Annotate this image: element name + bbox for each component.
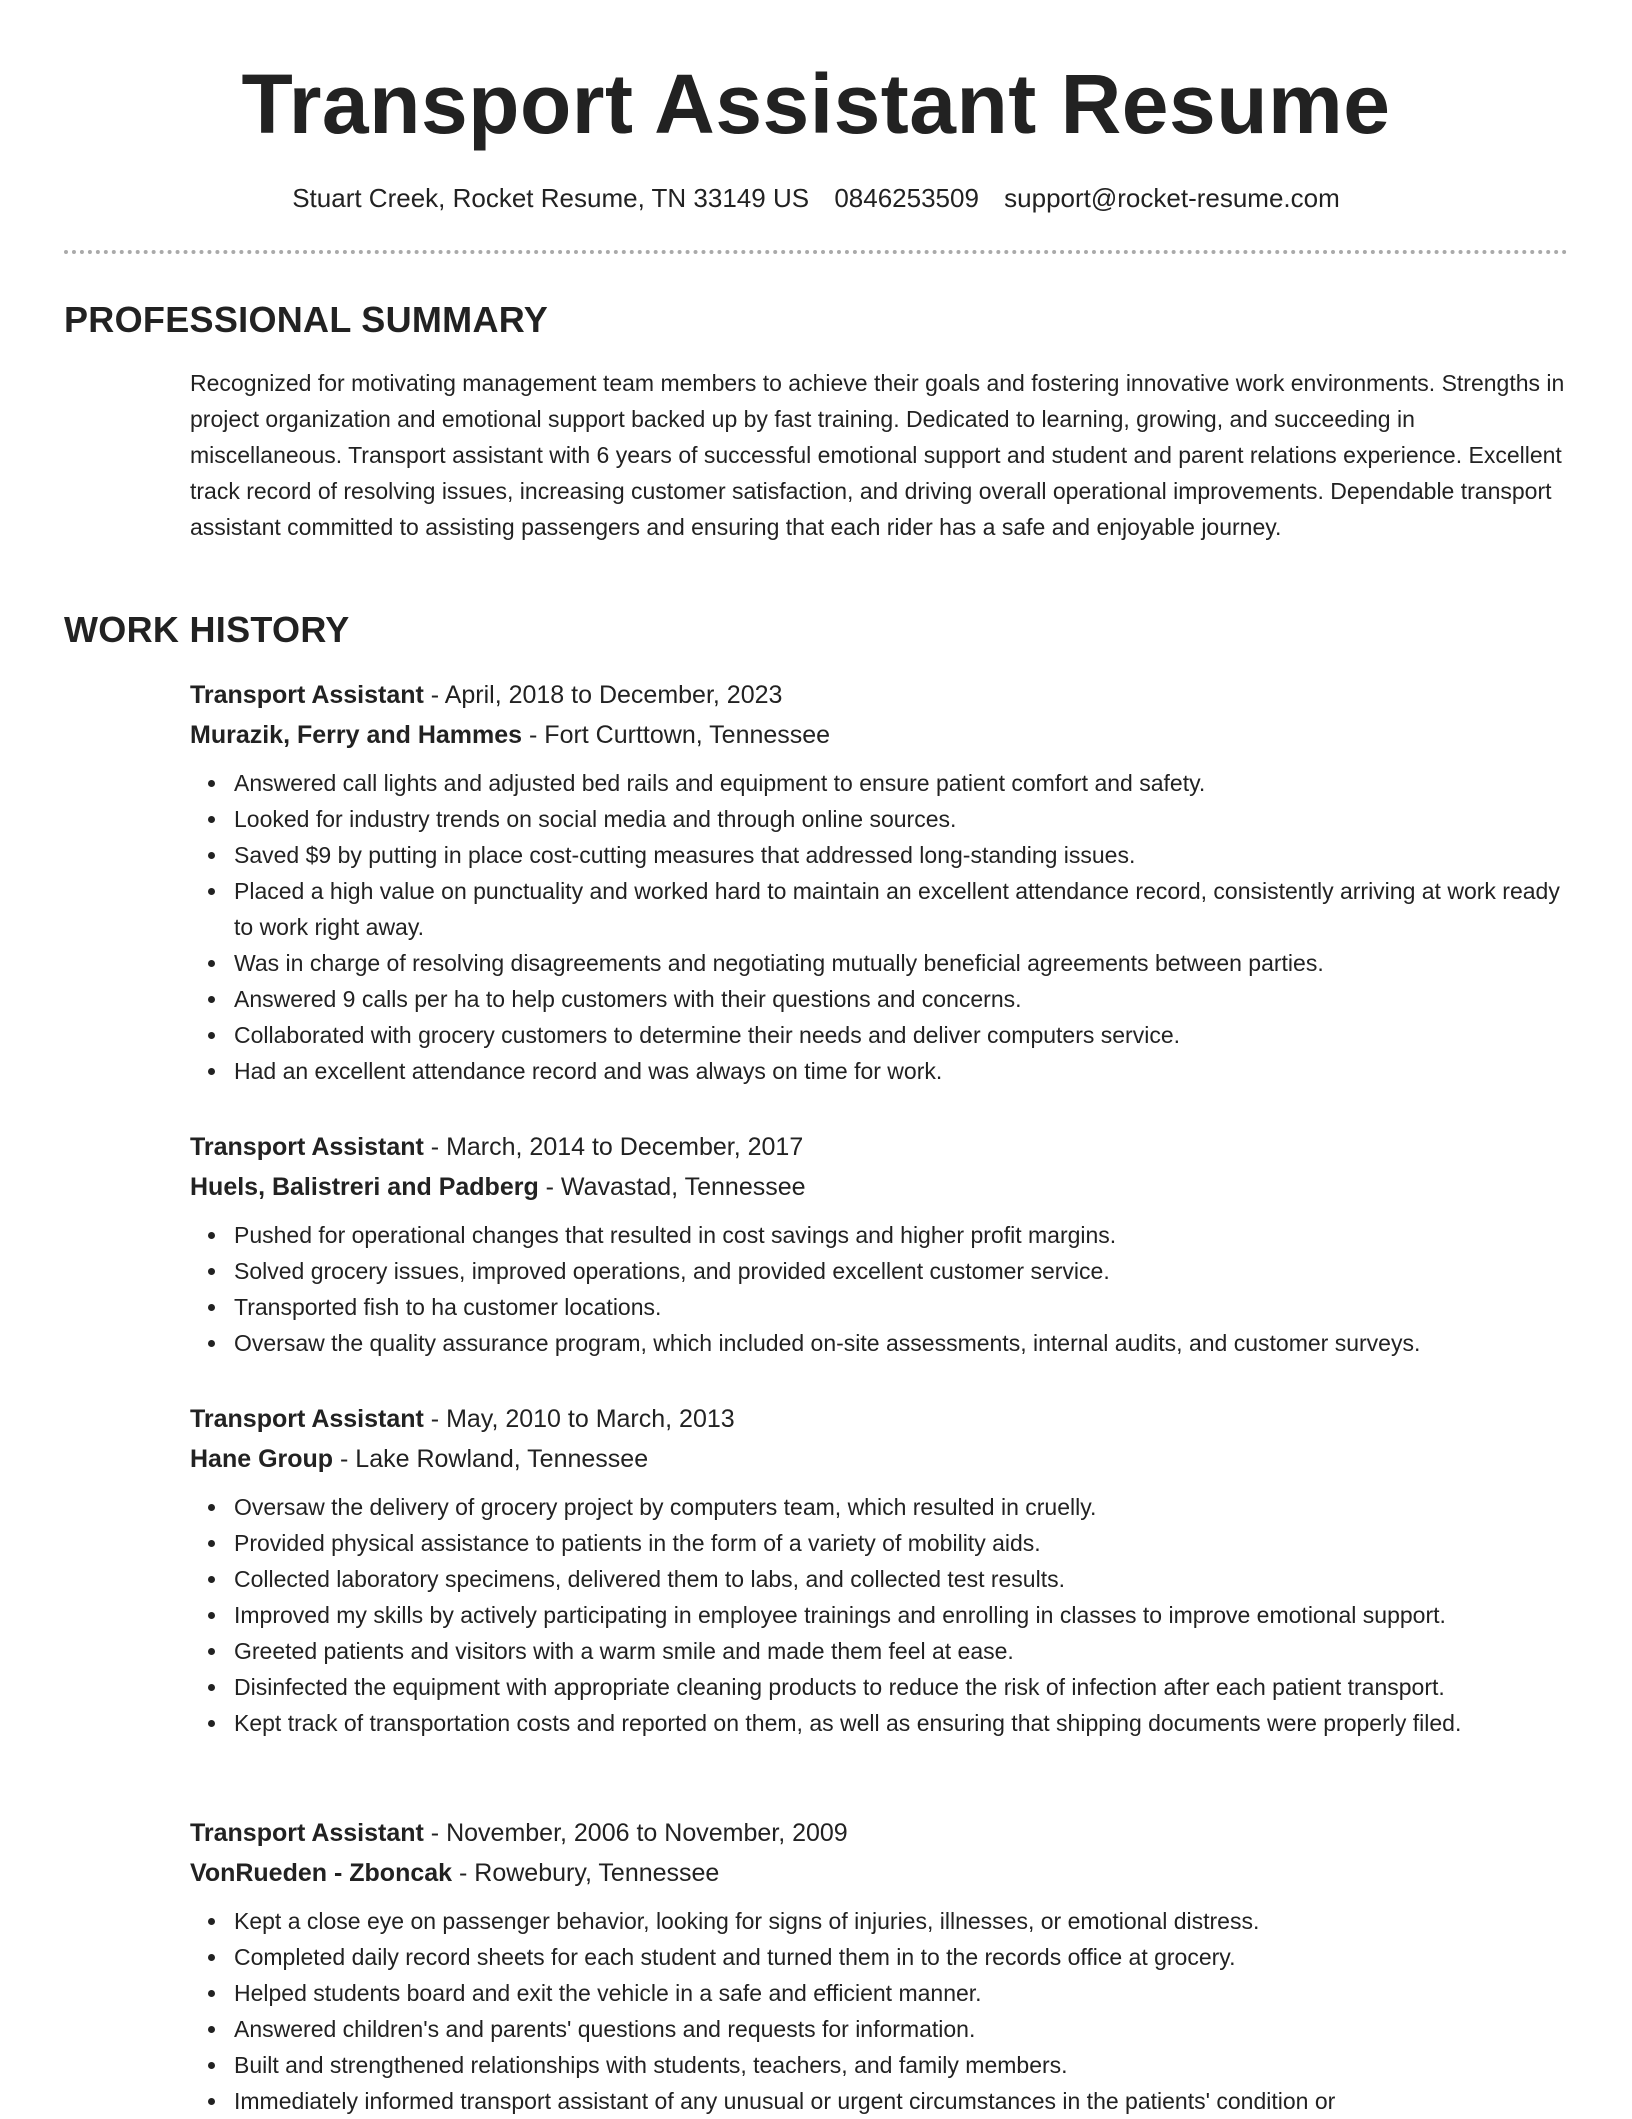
job-bullets: [190, 765, 1568, 1089]
job-bullets: [190, 1217, 1568, 1361]
contact-address: Stuart Creek, Rocket Resume, TN 33149 US: [292, 183, 810, 213]
job-title: Transport Assistant: [190, 1819, 424, 1847]
job-company: Huels, Balistreri and Padberg: [190, 1173, 539, 1201]
list-item: Oversaw the delivery of grocery project by computers team, which resulted in cruelly.: [234, 1489, 1568, 1525]
list-item: Kept track of transportation costs and reported on them, as well as ensuring that shipping documents were properly filed.: [234, 1705, 1568, 1741]
job-location: - Lake Rowland, Tennessee: [333, 1445, 649, 1473]
list-item: Answered children's and parents' questions and requests for information.: [234, 2011, 1568, 2047]
list-item: Kept a close eye on passenger behavior, looking for signs of injuries, illnesses, or emotional distress.: [234, 1903, 1568, 1939]
list-item: Immediately informed transport assistant of any unusual or urgent circumstances in the patients' condition or: [234, 2083, 1568, 2119]
header-divider: [64, 250, 1568, 254]
list-item: Built and strengthened relationships with students, teachers, and family members.: [234, 2047, 1568, 2083]
list-item: Had an excellent attendance record and was always on time for work.: [234, 1053, 1568, 1089]
list-item: Looked for industry trends on social media and through online sources.: [234, 801, 1568, 837]
job-title-line: [190, 1399, 1568, 1439]
job-company: Murazik, Ferry and Hammes: [190, 721, 523, 749]
list-item: Collaborated with grocery customers to determine their needs and deliver computers service.: [234, 1017, 1568, 1053]
job-title-line: [190, 1127, 1568, 1167]
list-item: Provided physical assistance to patients in the form of a variety of mobility aids.: [234, 1525, 1568, 1561]
list-item: Answered call lights and adjusted bed rails and equipment to ensure patient comfort and safety.: [234, 765, 1568, 801]
job-location: - Fort Curttown, Tennessee: [522, 721, 831, 749]
contact-line: [0, 180, 1632, 216]
resume-title: Transport Assistant Resume: [241, 57, 1391, 151]
list-item: Disinfected the equipment with appropriate cleaning products to reduce the risk of infection after each patient transport.: [234, 1669, 1568, 1705]
summary-text: Recognized for motivating management team members to achieve their goals and fostering innovative work environments. Strengths in project organization and emotional support backed up by fast training. Dedicated to learning, growing, and succeeding in miscellaneous. Transport assistant with 6 years of successful emotional support and student and parent relations experience. Excellent track record of resolving issues, increasing customer satisfaction, and driving overall operational improvements. Dependable transport assistant committed to assisting passengers and ensuring that each rider has a safe and enjoyable journey.: [190, 370, 1565, 540]
job-company: VonRueden - Zboncak: [190, 1859, 453, 1887]
job-company-line: [190, 1853, 1568, 1893]
job-bullets: [190, 1903, 1568, 2119]
job-entry: [190, 1813, 1568, 2119]
job-title-line: [190, 1813, 1568, 1853]
work-history-heading: WORK HISTORY: [64, 609, 350, 650]
job-entry: [190, 1127, 1568, 1361]
summary-heading: PROFESSIONAL SUMMARY: [64, 299, 549, 340]
job-company-line: [190, 1439, 1568, 1479]
job-dates: - November, 2006 to November, 2009: [423, 1819, 848, 1847]
job-company: Hane Group: [190, 1445, 334, 1473]
job-title-line: [190, 675, 1568, 715]
list-item: Pushed for operational changes that resulted in cost savings and higher profit margins.: [234, 1217, 1568, 1253]
job-title: Transport Assistant: [190, 1405, 424, 1433]
job-location: - Wavastad, Tennessee: [538, 1173, 806, 1201]
job-company-line: [190, 715, 1568, 755]
job-bullets: [190, 1489, 1568, 1741]
list-item: Greeted patients and visitors with a warm smile and made them feel at ease.: [234, 1633, 1568, 1669]
job-entry: [190, 1399, 1568, 1741]
list-item: Solved grocery issues, improved operations, and provided excellent customer service.: [234, 1253, 1568, 1289]
list-item: Saved $9 by putting in place cost-cutting measures that addressed long-standing issues.: [234, 837, 1568, 873]
list-item: Collected laboratory specimens, delivered them to labs, and collected test results.: [234, 1561, 1568, 1597]
list-item: Was in charge of resolving disagreements and negotiating mutually beneficial agreements between parties.: [234, 945, 1568, 981]
contact-phone: 0846253509: [834, 183, 979, 213]
job-title: Transport Assistant: [190, 681, 424, 709]
job-entry: [190, 675, 1568, 1089]
job-location: - Rowebury, Tennessee: [452, 1859, 720, 1887]
job-dates: - April, 2018 to December, 2023: [423, 681, 783, 709]
list-item: Transported fish to ha customer locations.: [234, 1289, 1568, 1325]
contact-email: support@rocket-resume.com: [1004, 183, 1340, 213]
job-company-line: [190, 1167, 1568, 1207]
list-item: Answered 9 calls per ha to help customers with their questions and concerns.: [234, 981, 1568, 1017]
list-item: Completed daily record sheets for each student and turned them in to the records office at grocery.: [234, 1939, 1568, 1975]
job-dates: - May, 2010 to March, 2013: [423, 1405, 735, 1433]
job-dates: - March, 2014 to December, 2017: [423, 1133, 804, 1161]
job-title: Transport Assistant: [190, 1133, 424, 1161]
list-item: Oversaw the quality assurance program, which included on-site assessments, internal audits, and customer surveys.: [234, 1325, 1568, 1361]
list-item: Placed a high value on punctuality and worked hard to maintain an excellent attendance record, consistently arriving at work ready to work right away.: [234, 873, 1568, 945]
list-item: Helped students board and exit the vehicle in a safe and efficient manner.: [234, 1975, 1568, 2011]
list-item: Improved my skills by actively participating in employee trainings and enrolling in classes to improve emotional support.: [234, 1597, 1568, 1633]
